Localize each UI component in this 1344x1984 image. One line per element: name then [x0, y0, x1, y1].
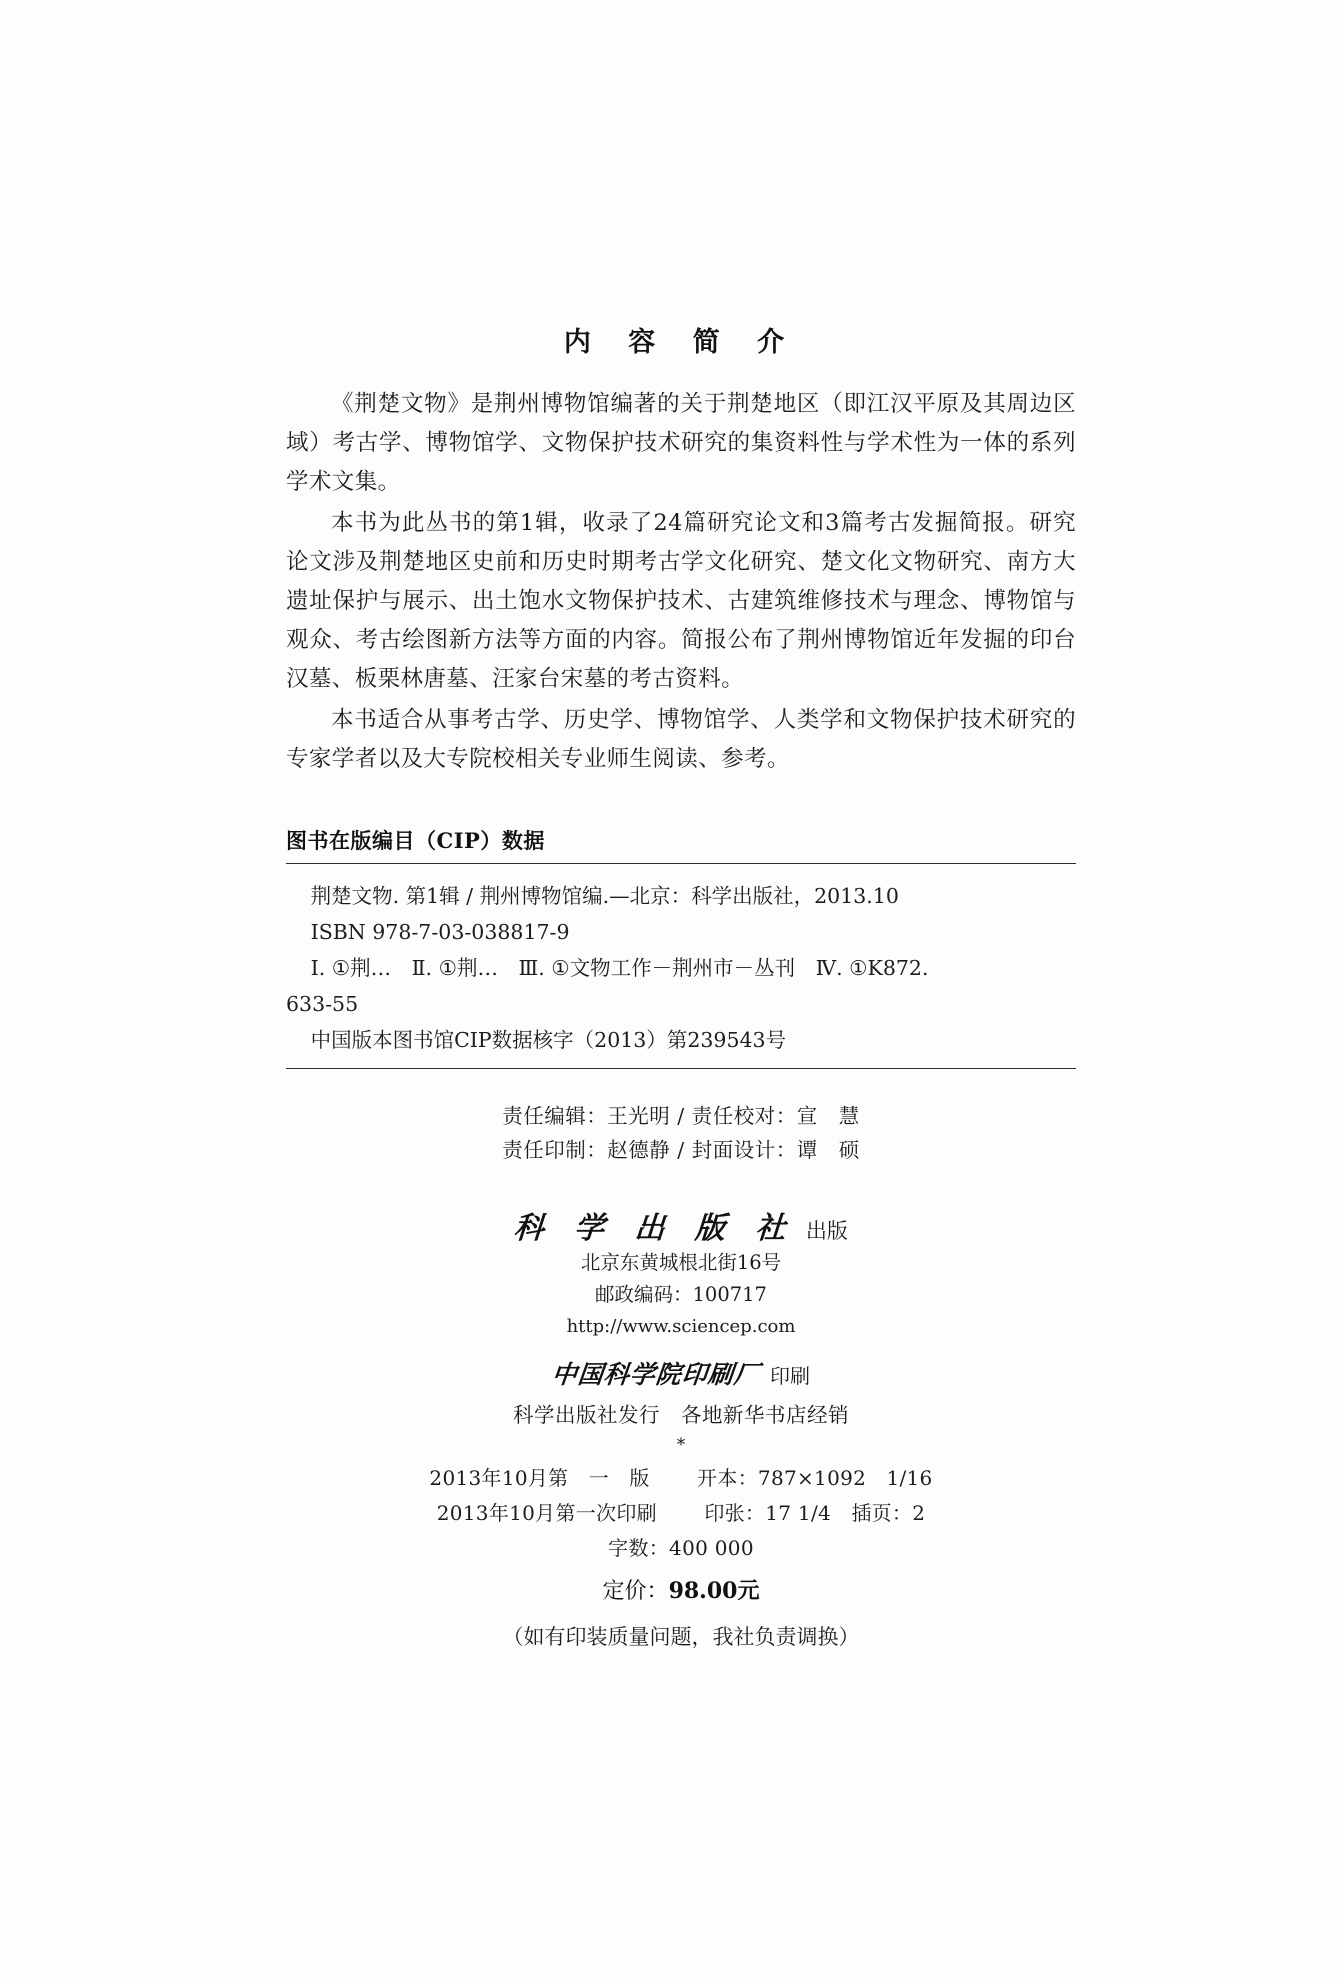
print-date: 2013年10月第一次印刷 — [436, 1501, 657, 1525]
cip-bottom-rule — [286, 1068, 1076, 1069]
distribution-line: 科学出版社发行 各地新华书店经销 — [513, 1403, 849, 1427]
cip-line-registry: 中国版本图书馆CIP数据核字（2013）第239543号 — [310, 1028, 787, 1052]
cip-block — [286, 825, 1076, 1069]
staff-block — [286, 1099, 1076, 1167]
cip-body — [286, 864, 1076, 1068]
publisher-block — [286, 1203, 1076, 1455]
cip-line-classification-cont: 633-55 — [286, 992, 359, 1016]
cip-line-classification: Ⅰ. ①荆… Ⅱ. ①荆… Ⅲ. ①文物工作－荆州市－丛刊 Ⅳ. ①K872. — [310, 956, 929, 980]
staff-editor-line: 责任编辑：王光明 / 责任校对：宣 慧 — [502, 1104, 860, 1128]
printer-logo: 中国科学院印刷厂 — [550, 1360, 762, 1389]
word-count: 字数：400 000 — [608, 1536, 754, 1560]
imprint-edition-row — [286, 1461, 1076, 1496]
science-press-logo: 科 学 出 版 社 — [512, 1211, 797, 1246]
publisher-suffix: 出版 — [805, 1219, 848, 1243]
publisher-website: http://www.sciencep.com — [566, 1316, 796, 1337]
intro-paragraph-2: 本书为此丛书的第1辑，收录了24篇研究论文和3篇考古发掘简报。研究论文涉及荆楚地区史前和历史时期考古学文化研究、楚文化文物研究、南方大遗址保护与展示、出土饱水文物保护技术、古建筑维修技术与理念、博物馆与观众、考古绘图新方法等方面的内容。简报公布了荆州博物馆近年发掘的印台汉墓、板栗林唐墓、汪家台宋墓的考古资料。 — [286, 510, 1076, 692]
staff-production-line: 责任印制：赵德静 / 封面设计：谭 硕 — [502, 1138, 860, 1162]
intro-paragraph-3: 本书适合从事考古学、历史学、博物馆学、人类学和文物保护技术研究的专家学者以及大专院校相关专业师生阅读、参考。 — [286, 707, 1076, 772]
separator-asterisk: * — [676, 1435, 686, 1455]
price-value: 98.00元 — [668, 1578, 760, 1604]
page-title: 内 容 简 介 — [563, 327, 799, 358]
price-label: 定价： — [602, 1579, 669, 1604]
imprint-print-row — [286, 1496, 1076, 1531]
publisher-address: 北京东黄城根北街16号 — [580, 1251, 782, 1274]
book-format: 开本：787×1092 1/16 — [697, 1466, 933, 1490]
cip-heading: 图书在版编目（CIP）数据 — [286, 828, 545, 853]
cip-line-title: 荆楚文物. 第1辑 / 荆州博物馆编.—北京：科学出版社，2013.10 — [310, 884, 899, 908]
page-content — [286, 320, 1076, 1657]
price-row — [286, 1570, 1076, 1613]
publisher-logo-line — [286, 1203, 1076, 1247]
printer-suffix: 印刷 — [770, 1364, 810, 1388]
edition-date: 2013年10月第 一 版 — [429, 1466, 650, 1490]
imprint-block — [286, 1461, 1076, 1657]
publisher-postcode: 邮政编码：100717 — [595, 1283, 767, 1306]
intro-paragraph-1: 《荆楚文物》是荆州博物馆编著的关于荆楚地区（即江汉平原及其周边区域）考古学、博物馆学、文物保护技术研究的集资料性与学术性为一体的系列学术文集。 — [286, 391, 1076, 495]
print-sheets: 印张：17 1/4 插页：2 — [704, 1501, 926, 1525]
cip-line-isbn: ISBN 978-7-03-038817-9 — [310, 920, 570, 944]
printer-line — [286, 1355, 1076, 1391]
quality-notice: （如有印装质量问题，我社负责调换） — [502, 1625, 860, 1649]
